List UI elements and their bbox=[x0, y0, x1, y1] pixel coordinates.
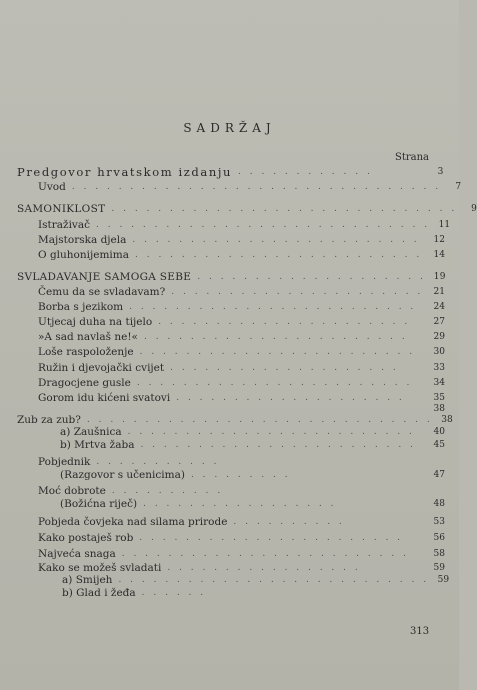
toc-entry-label: Predgovor hrvatskom izdanju bbox=[17, 165, 233, 179]
toc-leader-dots: . . . . . . . . . . . . . . . . . . . . . . . . bbox=[139, 347, 416, 357]
toc-entry-page: 7 bbox=[455, 182, 462, 192]
toc-leader-dots: . . . . . . . . . . . . . . . . . . . . bbox=[176, 393, 405, 403]
toc-leader-dots: . . . . . . . . . bbox=[190, 470, 291, 480]
toc-entry-page: 33 bbox=[433, 363, 445, 373]
toc-entry bbox=[62, 573, 450, 587]
toc-entry bbox=[60, 425, 445, 439]
toc-entry-page: 40 bbox=[433, 427, 445, 437]
toc-entry-label: Najveća snaga bbox=[38, 548, 116, 560]
toc-leader-dots: . . . . . . bbox=[141, 588, 207, 598]
page-column-header: Strana bbox=[395, 152, 430, 163]
toc-entry-label: O gluhonijemima bbox=[38, 249, 129, 261]
toc-entry bbox=[38, 547, 445, 561]
toc-leader-dots: . . . . . . . . . . . . . . . . . . . . . . . . . bbox=[121, 549, 409, 559]
toc-entry bbox=[60, 497, 445, 511]
toc-entry-page: 38 bbox=[433, 404, 445, 414]
toc-leader-dots: . . . . . . . . . . . . . . . . . . . . bbox=[197, 272, 426, 282]
toc-leader-dots: . . . . . . . . . . . . . . . . . . . . . . . . . bbox=[129, 302, 417, 312]
toc-entry-label: SAMONIKLOST bbox=[17, 203, 106, 215]
toc-entry bbox=[38, 376, 445, 390]
toc-leader-dots: . . . . . . . . . . bbox=[111, 486, 224, 496]
toc-entry-label: Dragocjene gusle bbox=[38, 377, 131, 389]
toc-leader-dots: . . . . . . . . . . . . . . . . . . . . . . . . . . . . . . bbox=[111, 204, 458, 214]
toc-entry-label: Kako se možeš svladati bbox=[38, 562, 162, 574]
toc-entry-label: Pobjeda čovjeka nad silama prirode bbox=[38, 516, 228, 528]
toc-entry bbox=[38, 300, 445, 314]
toc-entry-label: Kako postaješ rob bbox=[38, 532, 134, 544]
toc-entry bbox=[38, 455, 445, 469]
toc-entry-page: 48 bbox=[433, 499, 445, 509]
toc-entry bbox=[38, 330, 445, 344]
toc-entry-page: 30 bbox=[433, 347, 445, 357]
toc-entry-label: Moć dobrote bbox=[38, 485, 106, 497]
toc-entry-page: 9 bbox=[471, 204, 477, 214]
toc-entry bbox=[38, 315, 445, 329]
toc-entry-label: b) Mrtva žaba bbox=[60, 439, 135, 451]
toc-leader-dots: . . . . . . . . . . . bbox=[96, 457, 220, 467]
toc-entry-page: 24 bbox=[433, 302, 445, 312]
toc-entry bbox=[38, 180, 462, 194]
toc-entry-label: Ružin i djevojački cvijet bbox=[38, 362, 165, 374]
toc-entry-page: 35 bbox=[433, 393, 445, 403]
toc-entry bbox=[60, 438, 445, 452]
toc-entry-page: 38 bbox=[441, 415, 453, 425]
toc-entry bbox=[38, 233, 445, 247]
toc-leader-dots: . . . . . . . . . . . . . . . . . bbox=[143, 499, 337, 509]
toc-leader-dots: . . . . . . . . . . bbox=[233, 517, 345, 527]
toc-entry bbox=[38, 531, 445, 545]
toc-entry bbox=[38, 218, 451, 232]
page-title: SADRŽAJ bbox=[183, 121, 276, 135]
toc-leader-dots: . . . . . . . . . . . . bbox=[238, 167, 373, 177]
toc-entry-label: Loše raspoloženje bbox=[38, 346, 134, 358]
toc-entry bbox=[38, 361, 445, 375]
toc-leader-dots: . . . . . . . . . . . . . . . . . . . . . . . bbox=[143, 332, 408, 342]
toc-leader-dots: . . . . . . . . . . . . . . . . . . . . . . . . . . . . . . . . bbox=[71, 182, 442, 192]
toc-leader-dots: . . . . . . . . . . . . . . . . . . . . . . . . bbox=[140, 440, 416, 450]
toc-leader-dots: . . . . . . . . . . . . . . . . . . . . . . . . . . . bbox=[118, 575, 430, 585]
toc-entry-page: 59 bbox=[433, 563, 445, 573]
toc-leader-dots: . . . . . . . . . . . . . . . . . . . . . . . . bbox=[136, 378, 413, 388]
toc-leader-dots: . . . . . . . . . . . . . . . . . . . . bbox=[170, 363, 399, 373]
toc-leader-dots: . . . . . . . . . . . . . . . . . . . . . . . . . . . . . bbox=[96, 220, 431, 230]
toc-leader-dots: . . . . . . . . . . . . . . . . . . . . . . . . . bbox=[132, 235, 420, 245]
toc-entry-label: (Razgovor s učenicima) bbox=[60, 469, 185, 481]
toc-leader-dots: . . . . . . . . . . . . . . . . . . . . . . . bbox=[139, 533, 404, 543]
toc-entry-page: 47 bbox=[433, 470, 445, 480]
page-number: 313 bbox=[410, 626, 430, 637]
toc-entry bbox=[17, 202, 477, 216]
toc-entry bbox=[38, 285, 445, 299]
toc-entry-page: 53 bbox=[433, 517, 445, 527]
toc-entry-label: Pobjednik bbox=[38, 456, 91, 468]
toc-entry-page: 58 bbox=[433, 549, 445, 559]
toc-leader-dots: . . . . . . . . . . . . . . . . . . . . . . bbox=[158, 317, 411, 327]
toc-entry-label: Zub za zub? bbox=[17, 414, 81, 426]
toc-entry-label: SVLADAVANJE SAMOGA SEBE bbox=[17, 271, 192, 283]
toc-entry-page: 14 bbox=[433, 250, 445, 260]
toc-leader-dots: . . . . . . . . . . . . . . . . . bbox=[167, 563, 361, 573]
toc-entry-page: 45 bbox=[433, 440, 445, 450]
toc-entry bbox=[17, 165, 445, 179]
toc-entry-label: b) Glad i žeđa bbox=[62, 587, 136, 599]
toc-entry-label: Čemu da se svladavam? bbox=[38, 286, 166, 298]
toc-entry-label: »A sad navlaš ne!« bbox=[38, 331, 138, 343]
toc-entry-label: (Božićna riječ) bbox=[60, 498, 138, 510]
toc-entry bbox=[60, 468, 445, 482]
toc-entry-page: 34 bbox=[433, 378, 445, 388]
toc-entry-page: 59 bbox=[437, 575, 450, 585]
toc-entry-label: Istraživač bbox=[38, 219, 90, 231]
toc-entry-label: Majstorska djela bbox=[38, 234, 127, 246]
toc-entry-label: a) Zaušnica bbox=[60, 426, 122, 438]
toc-entry-label: Uvod bbox=[38, 181, 66, 193]
toc-leader-dots: . . . . . . . . . . . . . . . . . . . . . . bbox=[171, 287, 424, 297]
toc-entry-page: 12 bbox=[433, 235, 445, 245]
toc-entry bbox=[17, 270, 445, 284]
toc-entry-label: a) Smijeh bbox=[62, 574, 113, 586]
toc-entry-page: 21 bbox=[433, 287, 445, 297]
toc-entry bbox=[38, 248, 445, 262]
toc-entry bbox=[38, 345, 445, 359]
toc-entry bbox=[38, 515, 445, 529]
toc-leader-dots: . . . . . . . . . . . . . . . . . . . . . . . . . . . . . . bbox=[86, 415, 433, 425]
toc-entry bbox=[38, 484, 445, 498]
toc-leader-dots: . . . . . . . . . . . . . . . . . . . . . . . . . bbox=[127, 427, 415, 437]
toc-entry bbox=[62, 586, 212, 600]
toc-leader-dots: . . . . . . . . . . . . . . . . . . . . . . . . . bbox=[135, 250, 423, 260]
toc-entry-page: 29 bbox=[433, 332, 445, 342]
toc-entry-page: 56 bbox=[433, 533, 445, 543]
toc-entry-label: Gorom idu kićeni svatovi bbox=[38, 392, 171, 404]
toc-entry-page: 19 bbox=[433, 272, 446, 282]
toc-entry-label: Borba s jezikom bbox=[38, 301, 124, 313]
toc-entry-page: 27 bbox=[433, 317, 445, 327]
toc-entry-label: Utjecaj duha na tijelo bbox=[38, 316, 153, 328]
toc-entry-page: 3 bbox=[437, 167, 445, 177]
toc-entry-page: 11 bbox=[438, 220, 451, 230]
